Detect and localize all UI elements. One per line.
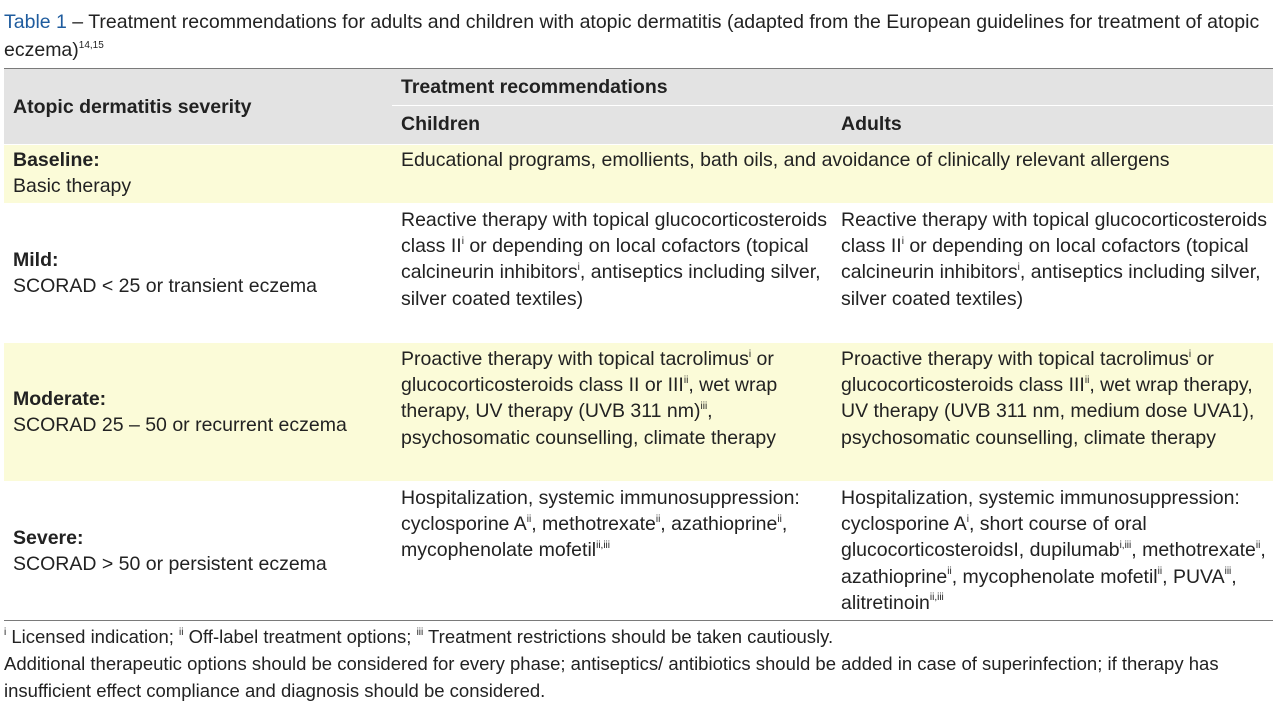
footnote-additional: Additional therapeutic options should be considered for every phase; antiseptics/ antibiotics should be added in case of superinfection; if therapy has insufficient effect compliance and diagnosis should be considered. (4, 653, 1219, 701)
moderate-adults-cell (841, 346, 1269, 451)
header-recommendations: Treatment recommendations (401, 76, 668, 98)
legend-marker-3: iii (416, 626, 424, 638)
table-reference-label: Table 1 (4, 11, 67, 33)
header-children: Children (401, 113, 481, 135)
moderate-children-text-3: , wet wrap therapy, UV therapy (UVB 311 nm) (401, 374, 778, 423)
baseline-subtitle: Basic therapy (13, 175, 132, 198)
severe-adults-text-1: Hospitalization, systemic immunosuppression: cyclosporine A (841, 487, 1240, 536)
severe-severity-cell (13, 525, 383, 577)
severe-adults-cell (841, 485, 1269, 616)
moderate-children-text-2: or glucocorticosteroids class II or III (401, 348, 774, 397)
severe-adults-note-7: ii,iii (929, 592, 944, 604)
severe-children-note-2: ii (655, 513, 661, 525)
baseline-recommendation: Educational programs, emollients, bath oils, and avoidance of clinically relevant allergens (401, 149, 1170, 171)
severe-children-cell (401, 485, 829, 564)
legend-marker-2: ii (179, 626, 184, 638)
table-bottom-rule (4, 620, 1273, 621)
severe-adults-text-3: , methotrexate (1131, 539, 1256, 562)
mild-adults-text-3: , antiseptics including silver, silver coated textiles) (841, 261, 1261, 310)
mild-adults-text-2: or depending on local cofactors (topical calcineurin inhibitors (841, 235, 1249, 284)
footnote-legend (4, 623, 1274, 650)
severe-adults-note-3: ii (1255, 539, 1261, 551)
severe-adults-note-4: ii (947, 566, 952, 578)
moderate-children-note-3: iii (700, 400, 708, 412)
severe-adults-note-1: i (966, 513, 969, 525)
caption-text: – Treatment recommendations for adults and children with atopic dermatitis (adapted from the European guidelines for treatment of atopic eczema) (4, 11, 1260, 61)
mild-children-text-1: Reactive therapy with topical glucocorticosteroids class II (401, 209, 827, 258)
baseline-title: Baseline: (13, 149, 100, 171)
moderate-adults-text-3: , wet wrap therapy, UV therapy (UVB 311 nm, medium dose UVA1), psychosomatic counselling, climate therapy (841, 374, 1255, 449)
mild-adults-cell (841, 207, 1269, 312)
table-caption (4, 8, 1274, 64)
severe-adults-text-5: , mycophenolate mofetil (951, 565, 1158, 588)
severe-children-note-1: ii (526, 513, 532, 525)
header-severity: Atopic dermatitis severity (13, 96, 252, 118)
moderate-adults-text-2: or glucocorticosteroids class III (841, 348, 1214, 397)
severe-adults-note-5: ii (1157, 566, 1163, 578)
severe-adults-text-6: , PUVA (1162, 565, 1225, 588)
header-adults: Adults (841, 113, 902, 135)
severe-children-text-1: Hospitalization, systemic immunosuppression: cyclosporine A (401, 487, 800, 536)
mild-subtitle: SCORAD < 25 or transient eczema (13, 275, 318, 298)
legend-marker-1: i (4, 626, 7, 638)
mild-children-text-2: or depending on local cofactors (topical calcineurin inhibitors (401, 235, 809, 284)
mild-children-note-1: i (461, 235, 464, 247)
mild-adults-note-2: i (1017, 261, 1020, 273)
moderate-adults-text-1: Proactive therapy with topical tacrolimus (841, 348, 1189, 370)
severe-title: Severe: (13, 527, 84, 549)
moderate-title: Moderate: (13, 388, 107, 410)
severe-children-text-2: , methotrexate (531, 513, 656, 536)
severe-children-note-4: ii,iii (596, 539, 610, 551)
moderate-children-note-2: ii (683, 374, 689, 386)
moderate-children-note-1: i (748, 348, 752, 360)
mild-children-note-2: i (577, 261, 580, 273)
caption-citation: 14,15 (78, 39, 104, 51)
moderate-children-text-4: , psychosomatic counselling, climate therapy (401, 400, 777, 449)
moderate-adults-note-2: ii (1084, 374, 1090, 386)
legend-text-2: Off-label treatment options; (183, 626, 417, 647)
severe-children-note-3: ii (777, 513, 782, 525)
baseline-severity-cell (13, 147, 383, 199)
legend-text-3: Treatment restrictions should be taken cautiously. (423, 626, 834, 647)
mild-severity-cell (13, 247, 383, 299)
moderate-subtitle: SCORAD 25 – 50 or recurrent eczema (13, 414, 347, 437)
severe-adults-text-2: , short course of oral glucocorticosteroidsI, dupilumab (841, 513, 1147, 562)
legend-text-1: Licensed indication; (6, 626, 180, 647)
severe-children-text-3: , azathioprine (660, 513, 778, 536)
header-subdivider (392, 105, 1273, 106)
severe-subtitle: SCORAD > 50 or persistent eczema (13, 553, 327, 576)
severe-adults-text-7: , alitretinoin (841, 565, 1237, 614)
moderate-children-text-1: Proactive therapy with topical tacrolimus (401, 348, 749, 370)
mild-title: Mild: (13, 249, 59, 271)
severe-adults-text-4: , azathioprine (841, 539, 1266, 588)
mild-adults-note-1: i (901, 235, 904, 247)
mild-children-cell (401, 207, 829, 312)
severe-adults-note-2: i,iii (1119, 539, 1132, 551)
mild-children-text-3: , antiseptics including silver, silver coated textiles) (401, 261, 821, 310)
moderate-severity-cell (13, 386, 393, 438)
moderate-adults-note-1: i (1188, 348, 1192, 360)
moderate-children-cell (401, 346, 829, 451)
mild-adults-text-1: Reactive therapy with topical glucocorticosteroids class II (841, 209, 1267, 258)
severe-children-text-4: , mycophenolate mofetil (401, 513, 788, 562)
severe-adults-note-6: iii (1224, 566, 1232, 578)
